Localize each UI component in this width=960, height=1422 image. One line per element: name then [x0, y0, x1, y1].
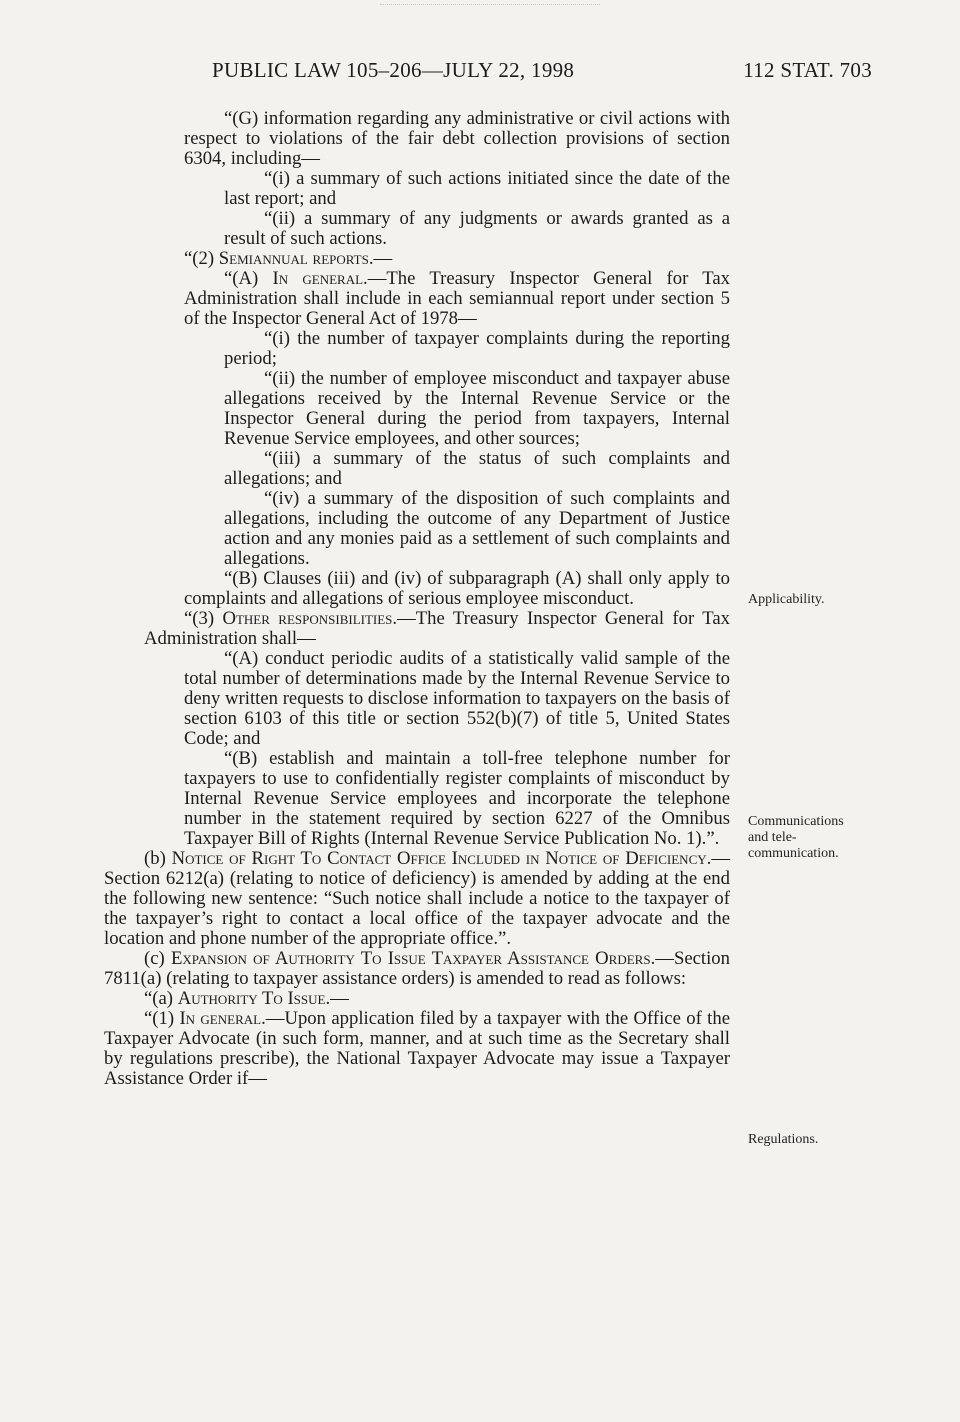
paragraph-2-title: Semiannual reports	[218, 248, 369, 269]
clause-a-iii: “(iii) a summary of the status of such complaints and allegations; and	[224, 448, 730, 489]
page-header	[212, 58, 872, 88]
subsection-b: (b) Notice of Right To Contact Office Included in Notice of Deficiency.—Section 6212(a) (relating to notice of deficiency) is amended by adding at the end the following new sentence: “Such notice shall include a notice to the taxpayer of the taxpayer’s right to contact a local office of the taxpayer advocate and the location and phone number of the appropriate office.”.	[104, 848, 730, 949]
subparagraph-g: “(G) information regarding any administrative or civil actions with respect to violations of the fair debt collection provisions of section 6304, including—	[184, 108, 730, 169]
clause-a-i: “(i) the number of taxpayer complaints during the reporting period;	[224, 328, 730, 369]
amended-subsection-a-title: Authority To Issue	[177, 988, 326, 1009]
subparagraph-a: “(A) In general.—The Treasury Inspector General for Tax Administration shall include in each semiannual report under section 5 of the Inspector General Act of 1978—	[184, 268, 730, 329]
margin-note-communications-line-2: and tele-	[748, 830, 797, 845]
clause-g-i: “(i) a summary of such actions initiated since the date of the last report; and	[224, 168, 730, 209]
scan-artifact	[380, 4, 600, 11]
header-law-citation: PUBLIC LAW 105–206—JULY 22, 1998	[212, 58, 575, 82]
subsection-c-title: Expansion of Authority To Issue Taxpayer Assistance Orders	[170, 948, 651, 969]
margin-note-communications	[748, 814, 878, 862]
subparagraph-b: “(B) Clauses (iii) and (iv) of subparagraph (A) shall only apply to complaints and allegations of serious employee misconduct.	[184, 568, 730, 609]
margin-note-applicability: Applicability.	[748, 592, 825, 607]
margin-note-communications-line-1: Communications	[748, 814, 844, 829]
amended-subsection-a: “(a) Authority To Issue.—	[144, 988, 349, 1009]
paragraph-3: “(3) Other responsibilities.—The Treasury Inspector General for Tax Administration shall—	[144, 608, 730, 649]
header-stat-page: 112 STAT. 703	[743, 58, 872, 82]
paragraph-3-subparagraph-a: “(A) conduct periodic audits of a statistically valid sample of the total number of determinations made by the Internal Revenue Service to deny written requests to disclose information to taxpayers on the basis of section 6103 of this title or section 552(b)(7) of title 5, United States Code; and	[184, 648, 730, 749]
clause-a-iv: “(iv) a summary of the disposition of such complaints and allegations, including the outcome of any Department of Justice action and any monies paid as a settlement of such complaints and allegations.	[224, 488, 730, 569]
subsection-b-title: Notice of Right To Contact Office Included in Notice of Deficiency	[171, 848, 707, 869]
subparagraph-a-title: In general	[272, 268, 364, 289]
margin-note-communications-line-3: communication.	[748, 846, 839, 861]
clause-a-ii: “(ii) the number of employee misconduct and taxpayer abuse allegations received by the Internal Revenue Service or the Inspector General during the period from taxpayers, Internal Revenue Service employees, and other sources;	[224, 368, 730, 449]
document-body	[104, 109, 730, 1089]
clause-g-ii: “(ii) a summary of any judgments or awards granted as a result of such actions.	[224, 208, 730, 249]
amended-paragraph-1: “(1) In general.—Upon application filed by a taxpayer with the Office of the Taxpayer Advocate (in such form, manner, and at such time as the Secretary shall by regulations prescribe), the National Taxpayer Advocate may issue a Taxpayer Assistance Order if—	[104, 1008, 730, 1089]
margin-note-regulations: Regulations.	[748, 1132, 819, 1147]
paragraph-3-title: Other responsibilities	[222, 608, 393, 629]
subsection-c: (c) Expansion of Authority To Issue Taxpayer Assistance Orders.—Section 7811(a) (relating to taxpayer assistance orders) is amended to read as follows:	[104, 948, 730, 989]
paragraph-3-subparagraph-b: “(B) establish and maintain a toll-free telephone number for taxpayers to use to confidentially register complaints of misconduct by Internal Revenue Service employees and incorporate the telephone number in the statement required by section 6227 of the Omnibus Taxpayer Bill of Rights (Internal Revenue Service Publication No. 1).”.	[184, 748, 730, 849]
paragraph-2-heading: “(2) Semiannual reports.—	[184, 248, 393, 269]
amended-paragraph-1-title: In general	[179, 1008, 262, 1029]
